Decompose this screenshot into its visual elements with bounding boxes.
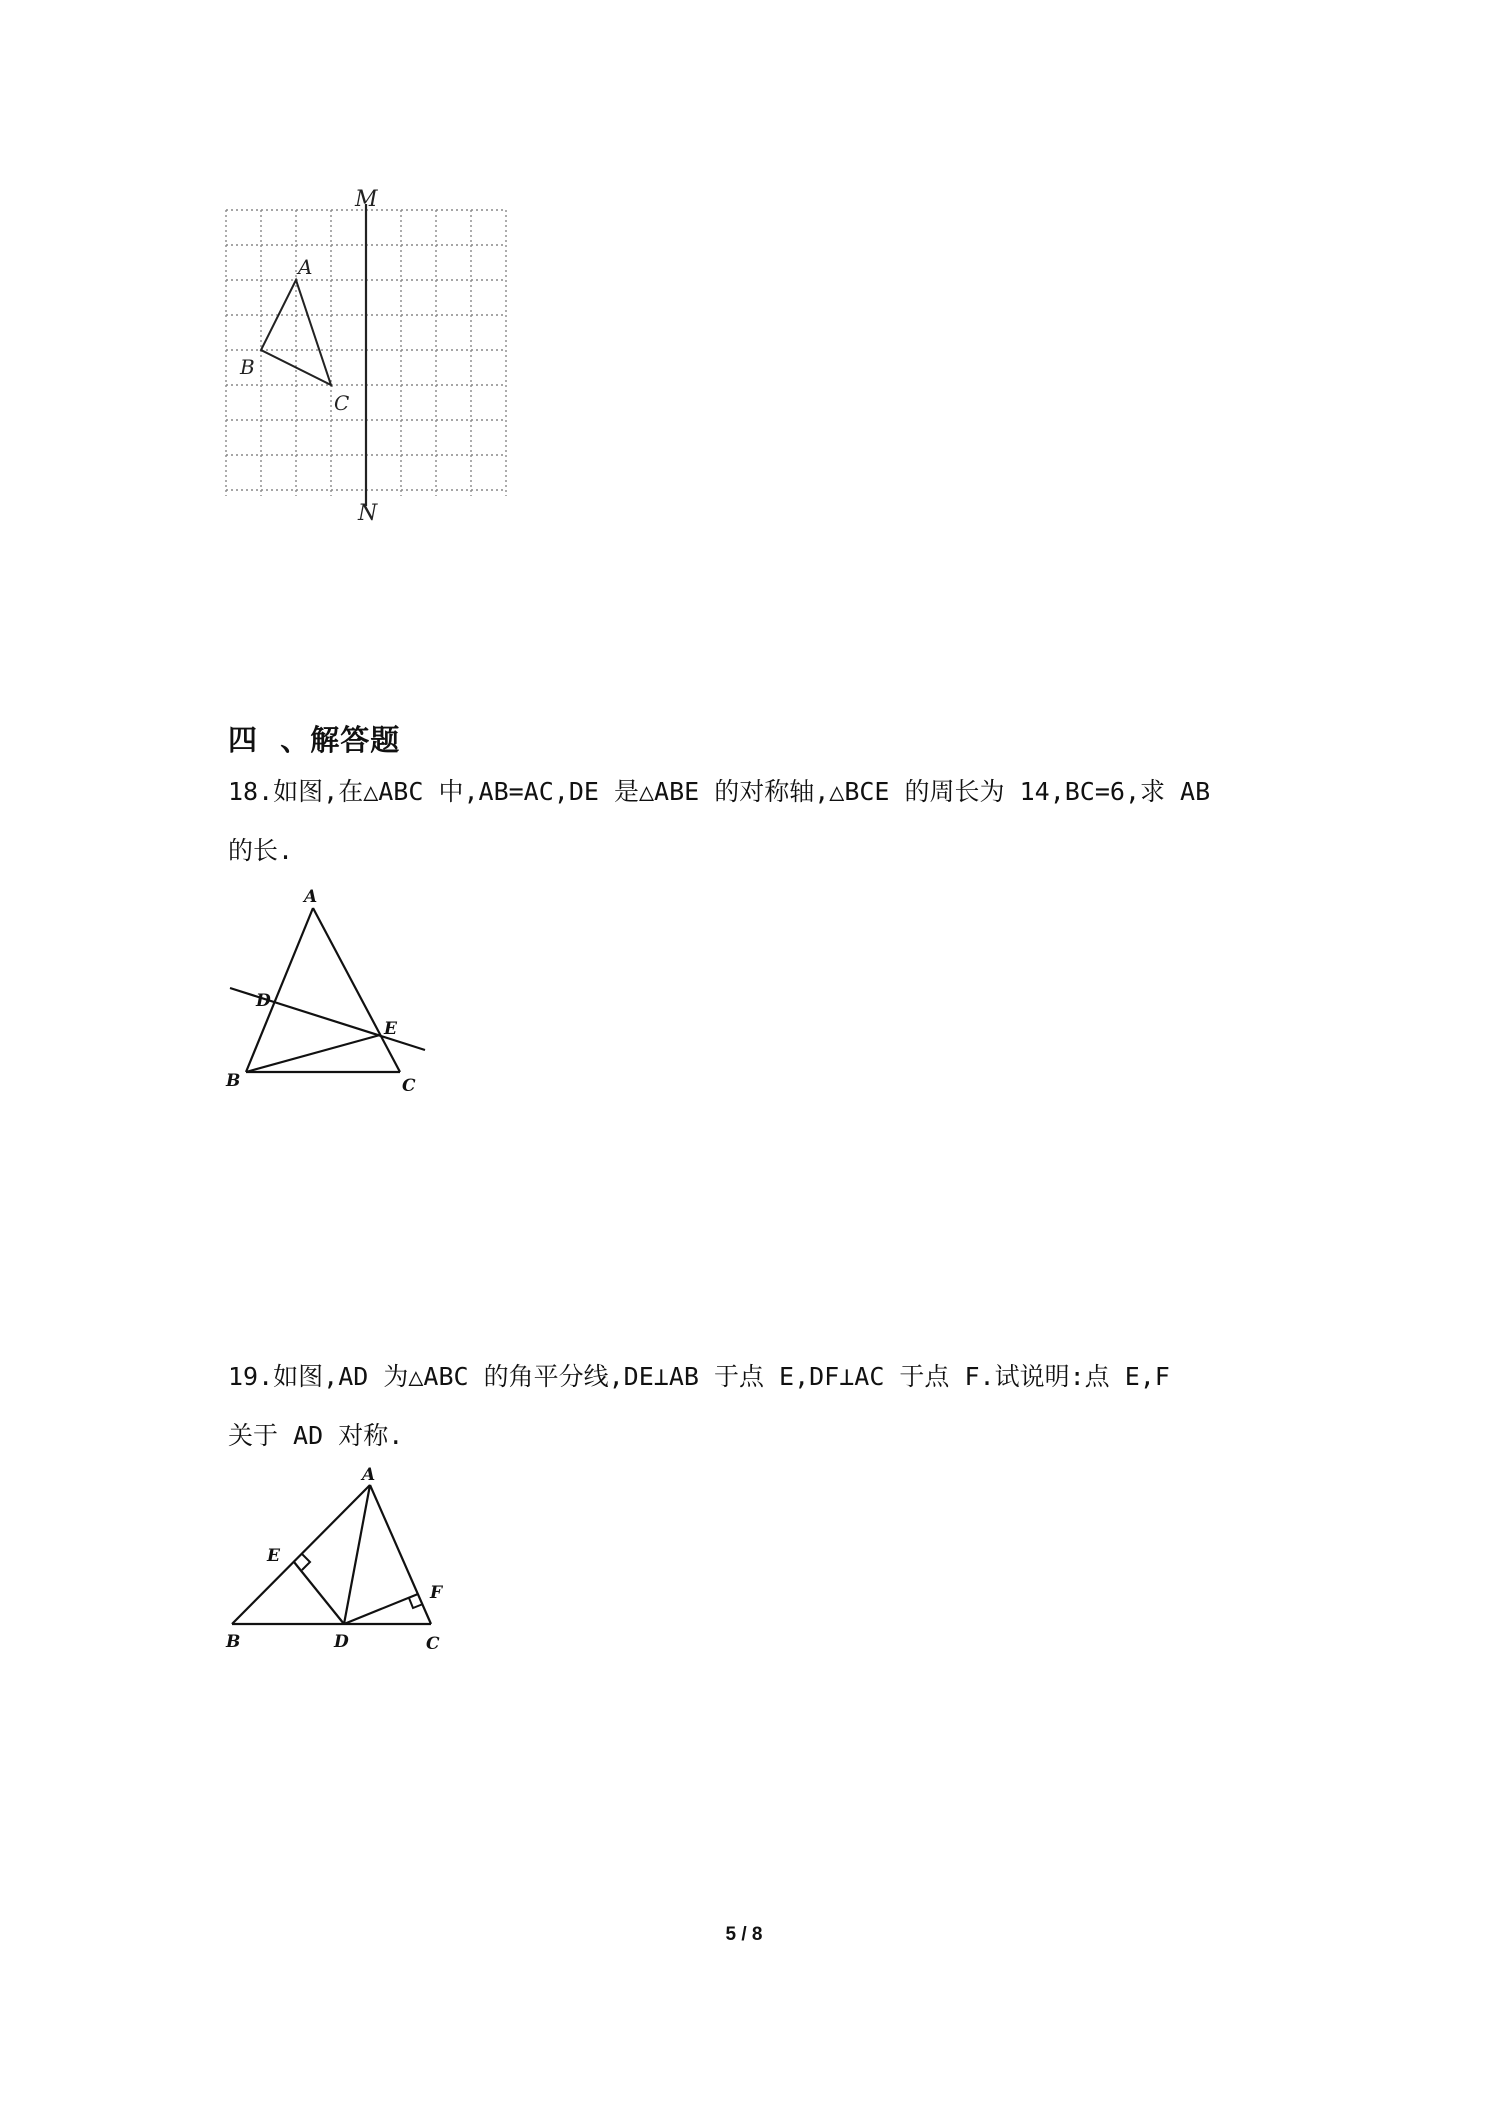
label-b: B bbox=[240, 355, 255, 379]
label-m: M bbox=[355, 188, 378, 212]
label-a: A bbox=[298, 255, 313, 279]
label-d: D bbox=[334, 1632, 349, 1652]
label-c: C bbox=[402, 1076, 416, 1096]
label-c: C bbox=[426, 1634, 440, 1654]
right-angle-mark-e bbox=[302, 1554, 310, 1570]
problem-19-line-1: 19.如图,AD 为△ABC 的角平分线,DE⊥AB 于点 E,DF⊥AC 于点 F.试说明:点 E,F bbox=[228, 1362, 1170, 1391]
label-b: B bbox=[226, 1071, 241, 1091]
problem-18-line-1: 18.如图,在△ABC 中,AB=AC,DE 是△ABE 的对称轴,△BCE 的周长为 14,BC=6,求 AB bbox=[228, 777, 1211, 806]
label-a: A bbox=[362, 1465, 376, 1485]
label-f: F bbox=[430, 1583, 443, 1603]
label-d: D bbox=[256, 991, 271, 1011]
label-e: E bbox=[384, 1019, 397, 1039]
label-e: E bbox=[267, 1546, 280, 1566]
label-a: A bbox=[304, 888, 318, 907]
problem-19-line-2: 关于 AD 对称. bbox=[228, 1421, 404, 1450]
problem-18-text bbox=[228, 762, 1210, 880]
label-c: C bbox=[334, 391, 350, 415]
problem-18-figure bbox=[220, 888, 440, 1098]
section-heading: 四 、解答题 bbox=[228, 723, 401, 757]
problem-19-figure bbox=[220, 1465, 460, 1665]
page-number: 5 / 8 bbox=[725, 1924, 763, 1945]
label-b: B bbox=[226, 1632, 241, 1652]
label-n: N bbox=[358, 501, 378, 526]
grid-symmetry-figure bbox=[218, 188, 518, 528]
problem-19-text bbox=[228, 1347, 1170, 1465]
problem-18-line-2: 的长. bbox=[228, 836, 294, 865]
